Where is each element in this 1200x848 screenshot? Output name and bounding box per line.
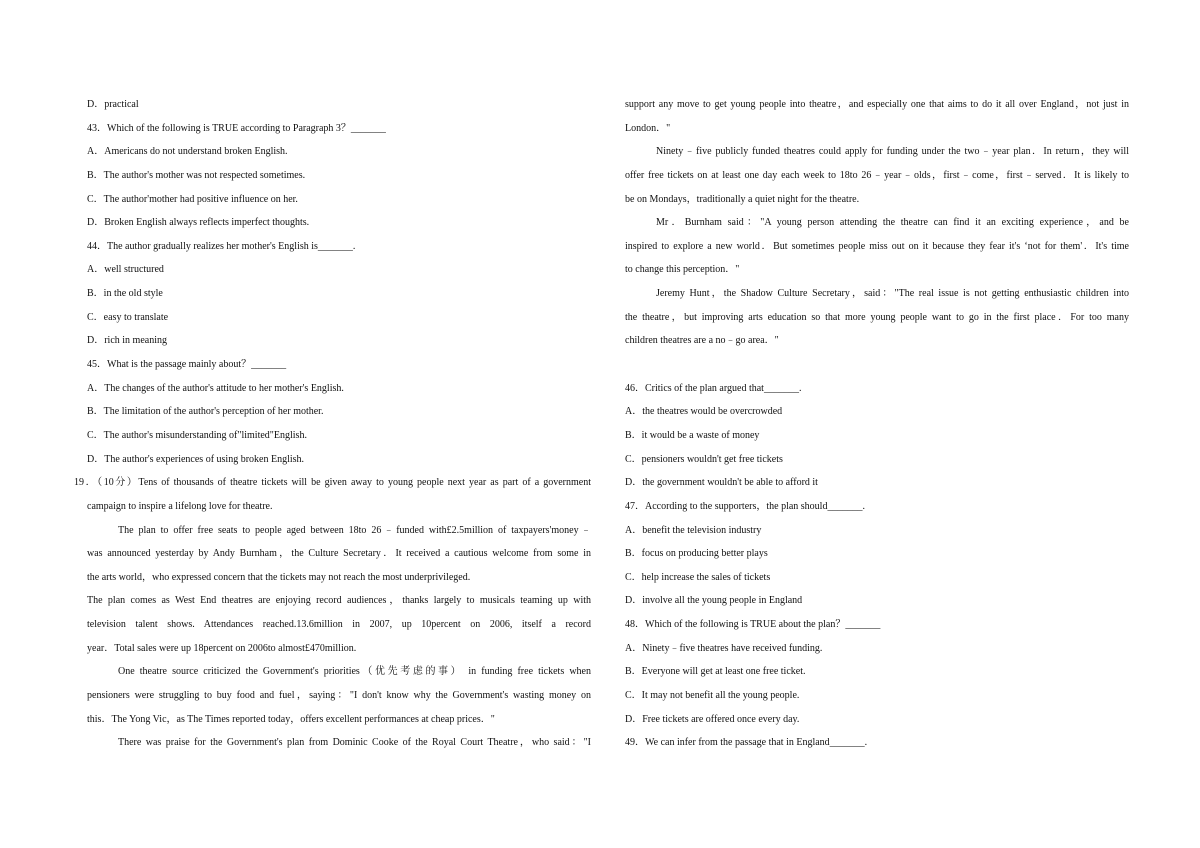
option-b-44: B．in the old style — [87, 288, 163, 300]
passage-line: the theatre，but improving arts education so that more young people want to go in the first place．For too many — [625, 311, 1129, 323]
option-d-48: D．Free tickets are offered once every day. — [625, 713, 800, 725]
question-43: 43．Which of the following is TRUE according to Paragraph 3？_______ — [87, 122, 386, 134]
question-45: 45．What is the passage mainly about？_______ — [87, 359, 287, 371]
option-c-48: C．It may not benefit all the young people. — [625, 690, 800, 702]
question-47: 47．According to the supporters，the plan should_______. — [625, 500, 865, 512]
question-46: 46．Critics of the plan argued that_______. — [625, 382, 802, 394]
option-c-44: C．easy to translate — [87, 311, 169, 323]
option-b-45: B．The limitation of the author's perception of her mother. — [87, 406, 324, 418]
question-49: 49．We can infer from the passage that in England_______. — [625, 737, 868, 749]
passage-line: London．" — [625, 122, 671, 134]
passage-paragraph: One theatre source criticized the Government's priorities（优先考虑的事） in funding free tickets when — [118, 666, 591, 678]
passage-line: year．Total sales were up 18percent on 2006to almost£470million. — [87, 642, 357, 654]
option-a-47: A．benefit the television industry — [625, 524, 762, 536]
passage-line: be on Mondays，traditionally a quiet night for the theatre. — [625, 193, 860, 205]
passage-line: offer free tickets on at least one day each week to 18to 26﹣year﹣olds，first﹣come，first﹣served．It is likely to — [625, 169, 1129, 181]
left-column — [74, 93, 591, 755]
passage-paragraph: Ninety﹣five publicly funded theatres could apply for funding under the two﹣year plan．In return，they will — [656, 146, 1129, 158]
passage-line: this．The Yong Vic，as The Times reported today，offers excellent performances at cheap prices．" — [87, 713, 495, 725]
passage-line: support any move to get young people into theatre，and especially one that aims to do it all over England，not just in — [625, 99, 1129, 110]
option-d-42: D．practical — [87, 99, 139, 110]
passage-paragraph: The plan comes as West End theatres are enjoying record audiences，thanks largely to musicals teaming up with — [87, 595, 591, 607]
option-c-43: C．The author'mother had positive influence on her. — [87, 193, 298, 205]
option-d-45: D．The author's experiences of using broken English. — [87, 453, 305, 465]
option-b-48: B．Everyone will get at least one free ticket. — [625, 666, 806, 678]
option-a-46: A．the theatres would be overcrowded — [625, 406, 783, 418]
right-column — [625, 93, 1129, 755]
passage-paragraph: There was praise for the Government's plan from Dominic Cooke of the Royal Court Theatre，who said："I — [118, 737, 591, 749]
question-44: 44．The author gradually realizes her mother's English is_______. — [87, 240, 356, 252]
option-a-48: A．Ninety﹣five theatres have received funding. — [625, 642, 823, 654]
spacer — [625, 353, 1129, 377]
option-d-46: D．the government wouldn't be able to afford it — [625, 477, 818, 489]
passage-line: inspired to explore a new world．But sometimes people miss out on it because they fear it's ‘not for them'．It's time — [625, 240, 1129, 252]
passage-paragraph: Jeremy Hunt，the Shadow Culture Secretary，said："The real issue is not getting enthusiastic children into — [656, 288, 1129, 300]
passage-line: children theatres are a no﹣go area．" — [625, 335, 779, 347]
passage-paragraph: The plan to offer free seats to people aged between 18to 26﹣funded with£2.5million of taxpayers'money﹣ — [118, 524, 591, 536]
option-c-47: C．help increase the sales of tickets — [625, 571, 771, 583]
question-19-intro: 19．（10分）Tens of thousands of theatre tickets will be given away to young people next year as part of a government — [74, 477, 591, 489]
passage-paragraph: Mr．Burnham said："A young person attending the theatre can find it an exciting experience，and be — [656, 217, 1129, 229]
passage-line: the arts world，who expressed concern that the tickets may not reach the most underprivileged. — [87, 571, 471, 583]
passage-line: television talent shows. Attendances reached.13.6million in 2007, up 10percent on 2006, itself a record — [87, 619, 591, 631]
option-c-45: C．The author's misunderstanding of"limited"English. — [87, 429, 307, 441]
passage-line: pensioners were struggling to buy food and fuel，saying："I don't know why the Government's wasting money on — [87, 690, 591, 702]
option-a-44: A．well structured — [87, 264, 164, 276]
option-d-43: D．Broken English always reflects imperfect thoughts. — [87, 217, 310, 229]
option-d-47: D．involve all the young people in England — [625, 595, 803, 607]
question-48: 48．Which of the following is TRUE about the plan？_______ — [625, 619, 881, 631]
option-a-45: A．The changes of the author's attitude to her mother's English. — [87, 382, 344, 394]
option-c-46: C．pensioners wouldn't get free tickets — [625, 453, 783, 465]
question-19-intro-cont: campaign to inspire a lifelong love for theatre. — [87, 500, 273, 512]
option-b-43: B．The author's mother was not respected sometimes. — [87, 169, 306, 181]
option-a-43: A．Americans do not understand broken English. — [87, 146, 288, 158]
option-b-47: B．focus on producing better plays — [625, 548, 768, 560]
option-b-46: B．it would be a waste of money — [625, 429, 760, 441]
passage-line: to change this perception．" — [625, 264, 740, 276]
option-d-44: D．rich in meaning — [87, 335, 167, 347]
passage-line: was announced yesterday by Andy Burnham，the Culture Secretary．It received a cautious welcome from some in — [87, 548, 591, 560]
